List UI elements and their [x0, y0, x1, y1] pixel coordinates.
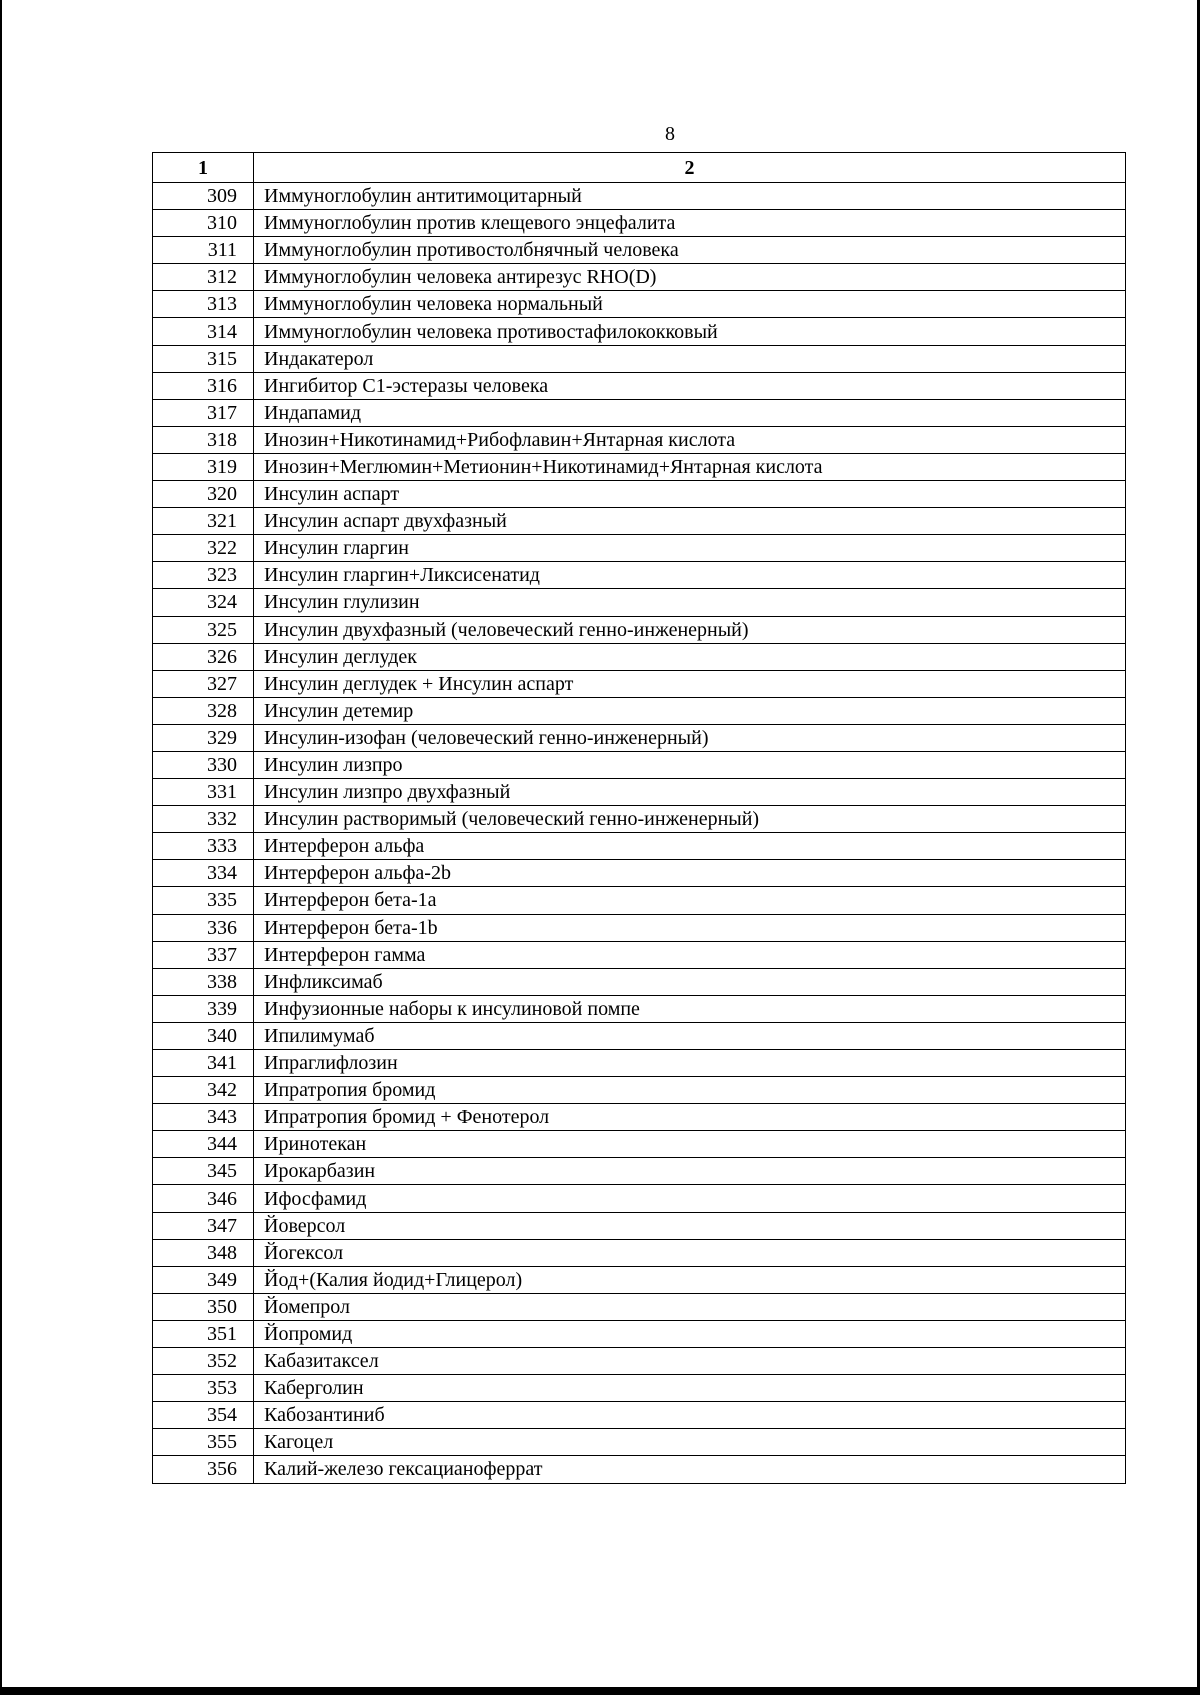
table-row [153, 291, 1126, 318]
row-number: 327 [153, 670, 254, 697]
page-number: 8 [665, 123, 675, 145]
table-row [153, 1158, 1126, 1185]
medication-name: Иммуноглобулин человека нормальный [254, 291, 1126, 318]
medication-name: Ифосфамид [254, 1185, 1126, 1212]
medication-name: Инсулин-изофан (человеческий генно-инженерный) [254, 724, 1126, 751]
row-number: 328 [153, 697, 254, 724]
table-row [153, 1104, 1126, 1131]
table-row [153, 1266, 1126, 1293]
row-number: 318 [153, 426, 254, 453]
row-number: 310 [153, 210, 254, 237]
table-row [153, 751, 1126, 778]
medication-name: Иммуноглобулин человека противостафилококковый [254, 318, 1126, 345]
table-row [153, 995, 1126, 1022]
medication-name: Интерферон альфа-2b [254, 860, 1126, 887]
row-number: 323 [153, 562, 254, 589]
table-row [153, 1293, 1126, 1320]
medication-name: Интерферон гамма [254, 941, 1126, 968]
row-number: 337 [153, 941, 254, 968]
table-row [153, 237, 1126, 264]
row-number: 350 [153, 1293, 254, 1320]
medication-name: Иммуноглобулин человека антирезус RHO(D) [254, 264, 1126, 291]
table-row [153, 1348, 1126, 1375]
row-number: 332 [153, 806, 254, 833]
row-number: 339 [153, 995, 254, 1022]
row-number: 341 [153, 1050, 254, 1077]
medication-name: Иммуноглобулин против клещевого энцефалита [254, 210, 1126, 237]
medication-name: Каберголин [254, 1375, 1126, 1402]
table-row [153, 1131, 1126, 1158]
table-header-row [153, 153, 1126, 183]
medication-name: Инсулин растворимый (человеческий генно-инженерный) [254, 806, 1126, 833]
table-row [153, 372, 1126, 399]
table-row [153, 724, 1126, 751]
table-row [153, 833, 1126, 860]
medication-name: Индакатерол [254, 345, 1126, 372]
medication-name: Ипраглифлозин [254, 1050, 1126, 1077]
row-number: 356 [153, 1456, 254, 1483]
medication-name: Инсулин двухфазный (человеческий генно-инженерный) [254, 616, 1126, 643]
row-number: 338 [153, 968, 254, 995]
row-number: 348 [153, 1239, 254, 1266]
row-number: 345 [153, 1158, 254, 1185]
medication-name: Кабазитаксел [254, 1348, 1126, 1375]
table-row [153, 1375, 1126, 1402]
medication-name: Ирокарбазин [254, 1158, 1126, 1185]
medication-name: Интерферон бета-1b [254, 914, 1126, 941]
row-number: 355 [153, 1429, 254, 1456]
table-row [153, 345, 1126, 372]
row-number: 312 [153, 264, 254, 291]
medication-name: Ингибитор С1-эстеразы человека [254, 372, 1126, 399]
table-row [153, 183, 1126, 210]
medication-name: Инозин+Никотинамид+Рибофлавин+Янтарная кислота [254, 426, 1126, 453]
row-number: 319 [153, 453, 254, 480]
row-number: 351 [153, 1320, 254, 1347]
row-number: 343 [153, 1104, 254, 1131]
row-number: 344 [153, 1131, 254, 1158]
row-number: 352 [153, 1348, 254, 1375]
table-row [153, 806, 1126, 833]
table-row [153, 1456, 1126, 1483]
row-number: 321 [153, 508, 254, 535]
medication-table [152, 152, 1126, 1484]
column-header-name: 2 [254, 153, 1126, 183]
medication-name: Инозин+Меглюмин+Метионин+Никотинамид+Янтарная кислота [254, 453, 1126, 480]
row-number: 334 [153, 860, 254, 887]
table-row [153, 968, 1126, 995]
table-row [153, 1402, 1126, 1429]
medication-name: Инфузионные наборы к инсулиновой помпе [254, 995, 1126, 1022]
row-number: 329 [153, 724, 254, 751]
medication-name: Инсулин детемир [254, 697, 1126, 724]
table-row [153, 1050, 1126, 1077]
medication-name: Калий-железо гексацианоферрат [254, 1456, 1126, 1483]
table-row [153, 941, 1126, 968]
table-row [153, 562, 1126, 589]
medication-name: Иринотекан [254, 1131, 1126, 1158]
row-number: 315 [153, 345, 254, 372]
row-number: 317 [153, 399, 254, 426]
medication-name: Йод+(Калия йодид+Глицерол) [254, 1266, 1126, 1293]
table-row [153, 887, 1126, 914]
medication-name: Инсулин лизпро двухфазный [254, 779, 1126, 806]
table-row [153, 914, 1126, 941]
table-row [153, 1320, 1126, 1347]
row-number: 313 [153, 291, 254, 318]
table-row [153, 1185, 1126, 1212]
medication-name: Йопромид [254, 1320, 1126, 1347]
table-row [153, 589, 1126, 616]
row-number: 333 [153, 833, 254, 860]
row-number: 354 [153, 1402, 254, 1429]
scan-edge-left [0, 0, 2, 1695]
row-number: 316 [153, 372, 254, 399]
table-row [153, 426, 1126, 453]
row-number: 331 [153, 779, 254, 806]
row-number: 311 [153, 237, 254, 264]
medication-name: Инсулин аспарт двухфазный [254, 508, 1126, 535]
medication-name: Йомепрол [254, 1293, 1126, 1320]
medication-name: Ипилимумаб [254, 1022, 1126, 1049]
medication-name: Кабозантиниб [254, 1402, 1126, 1429]
medication-name: Инсулин аспарт [254, 481, 1126, 508]
table-row [153, 535, 1126, 562]
medication-name: Инсулин гларгин+Ликсисенатид [254, 562, 1126, 589]
row-number: 326 [153, 643, 254, 670]
row-number: 314 [153, 318, 254, 345]
table-row [153, 1239, 1126, 1266]
row-number: 322 [153, 535, 254, 562]
medication-name: Йоверсол [254, 1212, 1126, 1239]
table-row [153, 1212, 1126, 1239]
scan-edge-bottom [0, 1687, 1200, 1695]
table-row [153, 643, 1126, 670]
table-row [153, 264, 1126, 291]
medication-name: Инсулин глулизин [254, 589, 1126, 616]
medication-name: Инфликсимаб [254, 968, 1126, 995]
row-number: 349 [153, 1266, 254, 1293]
row-number: 340 [153, 1022, 254, 1049]
medication-name: Йогексол [254, 1239, 1126, 1266]
medication-name: Инсулин лизпро [254, 751, 1126, 778]
medication-name: Иммуноглобулин противостолбнячный человека [254, 237, 1126, 264]
row-number: 335 [153, 887, 254, 914]
row-number: 347 [153, 1212, 254, 1239]
medication-name: Инсулин деглудек + Инсулин аспарт [254, 670, 1126, 697]
medication-name: Ипратропия бромид [254, 1077, 1126, 1104]
medication-name: Индапамид [254, 399, 1126, 426]
row-number: 330 [153, 751, 254, 778]
row-number: 342 [153, 1077, 254, 1104]
table-row [153, 860, 1126, 887]
medication-name: Иммуноглобулин антитимоцитарный [254, 183, 1126, 210]
table-row [153, 453, 1126, 480]
medication-name: Кагоцел [254, 1429, 1126, 1456]
table-row [153, 318, 1126, 345]
table-row [153, 697, 1126, 724]
table-row [153, 399, 1126, 426]
table-row [153, 481, 1126, 508]
row-number: 324 [153, 589, 254, 616]
medication-name: Ипратропия бромид + Фенотерол [254, 1104, 1126, 1131]
row-number: 336 [153, 914, 254, 941]
row-number: 320 [153, 481, 254, 508]
table-row [153, 508, 1126, 535]
table-row [153, 670, 1126, 697]
table-row [153, 779, 1126, 806]
table-row [153, 1022, 1126, 1049]
medication-name: Инсулин гларгин [254, 535, 1126, 562]
medication-name: Инсулин деглудек [254, 643, 1126, 670]
row-number: 309 [153, 183, 254, 210]
table-row [153, 1429, 1126, 1456]
table-row [153, 210, 1126, 237]
row-number: 353 [153, 1375, 254, 1402]
table-row [153, 1077, 1126, 1104]
table-body [153, 183, 1126, 1484]
column-header-number: 1 [153, 153, 254, 183]
row-number: 325 [153, 616, 254, 643]
table-row [153, 616, 1126, 643]
medication-name: Интерферон бета-1a [254, 887, 1126, 914]
row-number: 346 [153, 1185, 254, 1212]
medication-name: Интерферон альфа [254, 833, 1126, 860]
